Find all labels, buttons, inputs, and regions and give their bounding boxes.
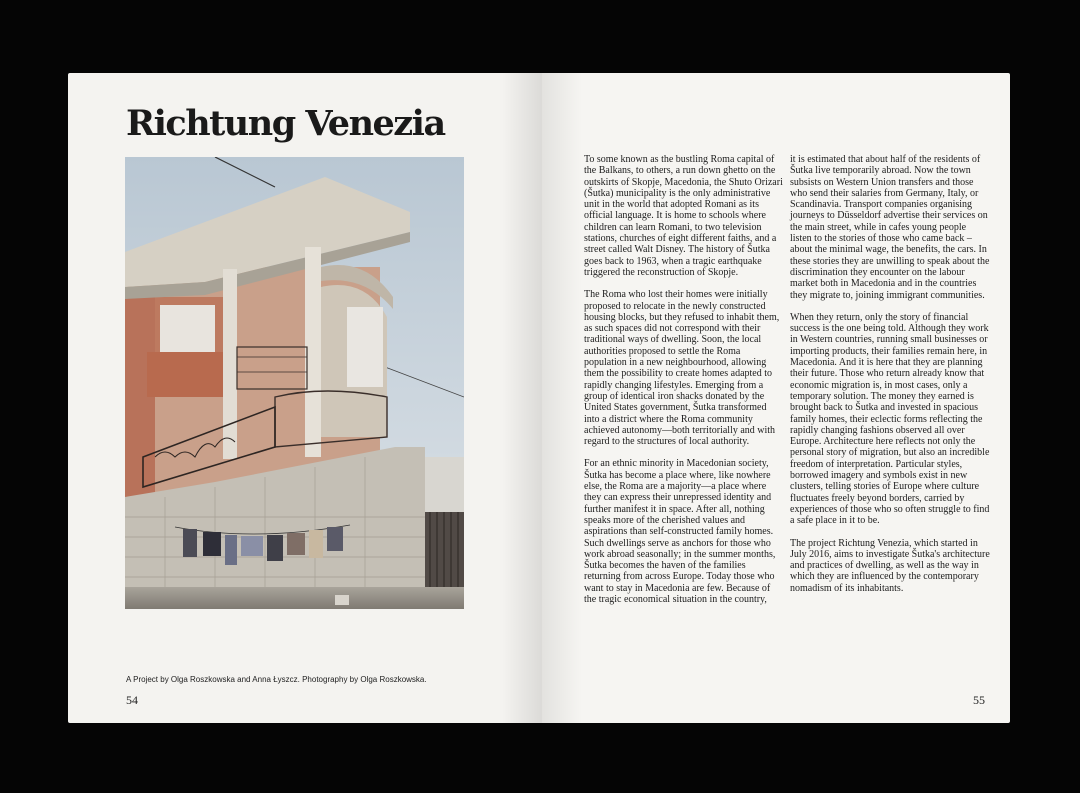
photo-caption: A Project by Olga Roszkowska and Anna Łyszcz. Photography by Olga Roszkowska. — [126, 675, 427, 684]
spine-shadow-right — [542, 73, 582, 723]
page-number-left: 54 — [126, 693, 138, 707]
paragraph: When they return, only the story of financial success is the one being told. Although they work in Western countries, running small businesses or importing products, their families remain here, in Macedonia. And it is here that they are planning their future. Those who return already know that economic migration is, in most cases, only a temporary solution. The money they earned is brought back to Šutka and invested in spacious family homes, their eclectic forms reflecting the rapidly changing fashions observed all over Europe. Architecture here reflects not only the personal story of migration, but also an incredible freedom of interpretation. Particular styles, borrowed imagery and symbols exist in new clusters, telling stories of Europe where culture fluctuates freely beyond borders, carried by experiences of those who so often struggle to find a safe place in it to be. — [790, 311, 990, 527]
spine-shadow-left — [502, 73, 542, 723]
paragraph: The Roma who lost their homes were initially proposed to relocate in the newly constructed housing blocks, but they refused to inhabit them, as such spaces did not correspond with their traditional ways of dwelling. Soon, the local authorities proposed to settle the Roma population in a new neighbourhood, allowing them the possibility to create homes adapted to rapidly changing lifestyles. Emerging from a group of identical iron shacks donated by the United States government, Šutka transformed into a district where the Roma community achieved autonomy—both territorially and with regard to the structures of local authority. — [584, 289, 780, 448]
paragraph: For an ethnic minority in Macedonian society, Šutka has become a place where, like nowhere else, the Roma are a majority—a place where they can express their unrepressed identity and further manifest it in space. After all, nothing speaks more of the cherished values and aspirations than self-constructed family homes. Such dwellings serve as anchors for those who work abroad seasonally; in the summer months, Šutka becomes the haven of the families returning from across Europe. Today those who want to stay in Macedonia are few. Because of the tragic economical situation in the country, — [584, 458, 776, 605]
paragraph: To some known as the bustling Roma capital of the Balkans, to others, a run down ghetto on the outskirts of Skopje, Macedonia, the Shuto Orizari (Šutka) municipality is the only administrative unit in the world that adopted Romani as its official language. It is home to schools where children can learn Romani, to two television stations, churches of eight different faiths, and a street called Walt Disney. The history of Šutka goes back to 1963, when a tragic earthquake triggered the reconstruction of Skopje. — [584, 154, 783, 278]
page-number-right: 55 — [973, 693, 985, 707]
magazine-spread — [68, 73, 1010, 723]
paragraph: The project Richtung Venezia, which started in July 2016, aims to investigate Šutka's architecture and practices of dwelling, as well as the way in which they are influenced by the contemporary nomadism of its inhabitants. — [790, 537, 990, 594]
right-page — [542, 73, 1010, 723]
paragraph: it is estimated that about half of the residents of Šutka live temporarily abroad. Now the town subsists on Western Union transfers and those who send their salaries from Germany, Italy, or Scandinavia. Transport companies organising journeys to Düsseldorf advertise their services on the main street, while in cafes young people listen to the stories of those who came back – about the minimal wage, the benefits, the cars. In these stories they are unwilling to speak about the discrimination they encounter on the labour market both in Macedonia and in the countries they migrate to, joining immigrant communities. — [790, 154, 990, 301]
left-page — [68, 73, 542, 723]
text-column-2 — [790, 154, 990, 605]
article-title: Richtung Venezia — [126, 103, 445, 144]
text-column-1 — [584, 154, 784, 616]
house-photo — [125, 157, 464, 609]
